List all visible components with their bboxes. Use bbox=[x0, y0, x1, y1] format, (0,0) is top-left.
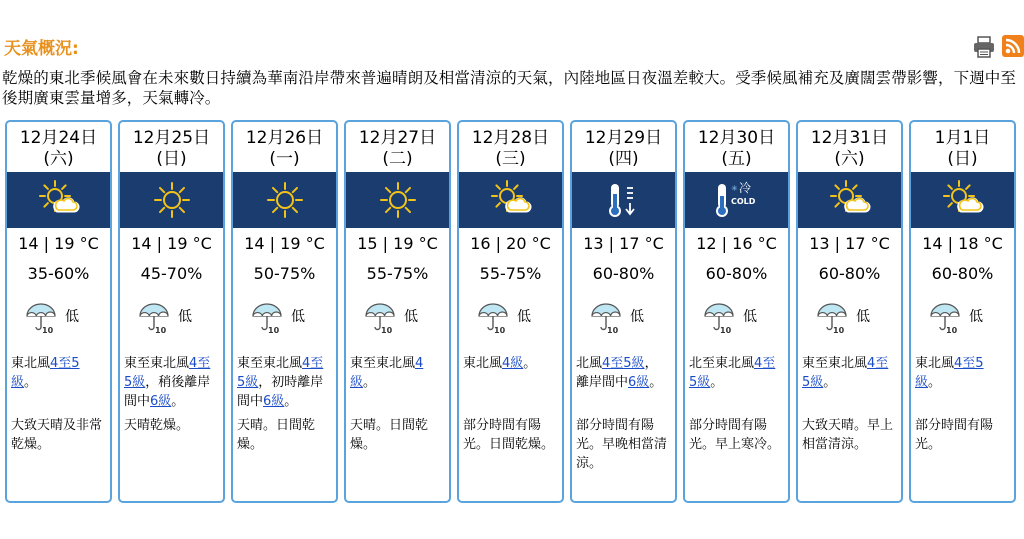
svg-text:10: 10 bbox=[833, 326, 845, 334]
wind-text: 。 bbox=[523, 356, 537, 371]
humidity-range: 35-60% bbox=[27, 264, 90, 283]
rain-probability bbox=[590, 302, 670, 336]
svg-text:10: 10 bbox=[494, 326, 506, 334]
forecast-day-card bbox=[231, 120, 338, 503]
temperature-range: 14 | 18 °C bbox=[922, 234, 1003, 253]
wind-forecast bbox=[915, 354, 1009, 392]
svg-text:✳: ✳ bbox=[730, 184, 738, 193]
date-label: 1月1日 bbox=[934, 128, 991, 148]
wind-text: 東至東北風 bbox=[124, 356, 190, 371]
rain-probability-label: 低 bbox=[65, 309, 79, 325]
wind-forecast bbox=[124, 354, 218, 411]
rain-probability bbox=[251, 302, 331, 336]
cold-icon bbox=[685, 172, 788, 228]
temperature-range: 15 | 19 °C bbox=[357, 234, 438, 253]
wind-text: ，初時離岸間中 bbox=[237, 375, 324, 409]
forecast-date bbox=[798, 122, 901, 170]
wind-force-link[interactable]: 4至5級 bbox=[689, 356, 776, 390]
rain-probability bbox=[138, 302, 218, 336]
sunny-periods-icon bbox=[459, 172, 562, 228]
svg-text:10: 10 bbox=[607, 326, 619, 334]
wind-forecast bbox=[350, 354, 444, 392]
temperature-range: 13 | 17 °C bbox=[809, 234, 890, 253]
weekday-label: (六) bbox=[43, 149, 74, 169]
weather-description: 大致天晴。早上相當清涼。 bbox=[802, 418, 894, 452]
date-label: 12月28日 bbox=[471, 128, 550, 148]
rain-probability bbox=[816, 302, 896, 336]
forecast-date bbox=[911, 122, 1014, 170]
humidity-range: 60-80% bbox=[705, 264, 768, 283]
humidity-range: 60-80% bbox=[931, 264, 994, 283]
weekday-label: (四) bbox=[608, 149, 639, 169]
wind-force-link[interactable]: 4至5級 bbox=[802, 356, 889, 390]
wind-force-link[interactable]: 6級 bbox=[628, 375, 650, 390]
humidity-range: 45-70% bbox=[140, 264, 203, 283]
date-label: 12月25日 bbox=[132, 128, 211, 148]
forecast-day-card bbox=[683, 120, 790, 503]
wind-forecast bbox=[237, 354, 331, 411]
weekday-label: (一) bbox=[269, 149, 300, 169]
weather-description: 大致天晴及非常乾燥。 bbox=[11, 418, 103, 452]
humidity-range: 60-80% bbox=[818, 264, 881, 283]
wind-force-link[interactable]: 6級 bbox=[150, 394, 172, 409]
wind-force-link[interactable]: 4級 bbox=[502, 356, 524, 371]
sunny-periods-icon bbox=[7, 172, 110, 228]
weather-description: 天晴。日間乾燥。 bbox=[237, 418, 316, 452]
date-label: 12月27日 bbox=[358, 128, 437, 148]
wind-text: 。 bbox=[171, 394, 185, 409]
temperature-range: 14 | 19 °C bbox=[244, 234, 325, 253]
temperature-range: 13 | 17 °C bbox=[583, 234, 664, 253]
forecast-day-card bbox=[570, 120, 677, 503]
wind-force-link[interactable]: 4至5級 bbox=[237, 356, 324, 390]
forecast-date bbox=[7, 122, 110, 170]
umbrella-icon bbox=[25, 319, 61, 338]
wind-text: 東至東北風 bbox=[802, 356, 868, 371]
rain-probability-label: 低 bbox=[630, 309, 644, 325]
humidity-range: 55-75% bbox=[366, 264, 429, 283]
forecast-days bbox=[5, 120, 1021, 505]
rain-probability bbox=[929, 302, 1009, 336]
weather-description: 天晴。日間乾燥。 bbox=[350, 418, 429, 452]
date-label: 12月30日 bbox=[697, 128, 776, 148]
temperature-range: 12 | 16 °C bbox=[696, 234, 777, 253]
wind-text: 。 bbox=[284, 394, 298, 409]
weather-description: 部分時間有陽光。早上寒冷。 bbox=[689, 418, 781, 452]
rain-probability-label: 低 bbox=[178, 309, 192, 325]
wind-text: 北至東北風 bbox=[689, 356, 755, 371]
wind-text: 東至東北風 bbox=[350, 356, 416, 371]
forecast-date bbox=[685, 122, 788, 170]
sunny-icon bbox=[120, 172, 223, 228]
wind-forecast bbox=[689, 354, 783, 392]
wind-text: ，離岸間中 bbox=[576, 356, 658, 390]
humidity-range: 50-75% bbox=[253, 264, 316, 283]
sunny-periods-icon bbox=[798, 172, 901, 228]
wind-forecast bbox=[576, 354, 670, 392]
rain-probability bbox=[25, 302, 105, 336]
forecast-date bbox=[120, 122, 223, 170]
section-title: 天氣概況: bbox=[4, 39, 79, 59]
forecast-day-card bbox=[118, 120, 225, 503]
rain-probability bbox=[477, 302, 557, 336]
rain-probability bbox=[703, 302, 783, 336]
sunny-periods-icon bbox=[911, 172, 1014, 228]
humidity-range: 55-75% bbox=[479, 264, 542, 283]
wind-force-link[interactable]: 4級 bbox=[350, 356, 424, 390]
wind-text: 。 bbox=[363, 375, 377, 390]
rain-probability-label: 低 bbox=[404, 309, 418, 325]
wind-force-link[interactable]: 4至5級 bbox=[915, 356, 984, 390]
weekday-label: (日) bbox=[947, 149, 978, 169]
forecast-day-card bbox=[344, 120, 451, 503]
rain-probability-label: 低 bbox=[517, 309, 531, 325]
weekday-label: (日) bbox=[156, 149, 187, 169]
date-label: 12月24日 bbox=[19, 128, 98, 148]
forecast-date bbox=[346, 122, 449, 170]
wind-forecast bbox=[11, 354, 105, 392]
wind-text: 北風 bbox=[576, 356, 603, 371]
umbrella-icon bbox=[816, 319, 852, 338]
weather-description: 部分時間有陽光。日間乾燥。 bbox=[463, 418, 555, 452]
wind-text: 東北風 bbox=[463, 356, 503, 371]
printer-icon[interactable] bbox=[972, 36, 996, 58]
umbrella-icon bbox=[364, 319, 400, 338]
weather-description: 部分時間有陽光。 bbox=[915, 418, 994, 452]
wind-force-link[interactable]: 4至5級 bbox=[11, 356, 80, 390]
thermometer-icon bbox=[572, 172, 675, 228]
wind-text: 。 bbox=[649, 375, 663, 390]
umbrella-icon bbox=[590, 319, 626, 338]
forecast-date bbox=[233, 122, 336, 170]
svg-text:10: 10 bbox=[720, 326, 732, 334]
weekday-label: (二) bbox=[382, 149, 413, 169]
weather-description: 天晴乾燥。 bbox=[124, 418, 190, 433]
forecast-day-card bbox=[5, 120, 112, 503]
umbrella-icon bbox=[251, 319, 287, 338]
weather-description: 部分時間有陽光。早晚相當清涼。 bbox=[576, 418, 668, 471]
wind-force-link[interactable]: 4至5級 bbox=[602, 356, 645, 371]
wind-text: 。 bbox=[823, 375, 837, 390]
svg-text:10: 10 bbox=[155, 326, 167, 334]
rss-icon[interactable] bbox=[1002, 35, 1024, 57]
svg-text:冷: 冷 bbox=[738, 181, 751, 195]
wind-text: 東北風 bbox=[915, 356, 955, 371]
svg-text:10: 10 bbox=[268, 326, 280, 334]
wind-text: 東北風 bbox=[11, 356, 51, 371]
temperature-range: 16 | 20 °C bbox=[470, 234, 551, 253]
weekday-label: (六) bbox=[834, 149, 865, 169]
sunny-icon bbox=[233, 172, 336, 228]
temperature-range: 14 | 19 °C bbox=[131, 234, 212, 253]
forecast-day-card bbox=[909, 120, 1016, 503]
weekday-label: (五) bbox=[721, 149, 752, 169]
date-label: 12月29日 bbox=[584, 128, 663, 148]
svg-text:10: 10 bbox=[946, 326, 958, 334]
wind-text: 。 bbox=[928, 375, 942, 390]
sunny-icon bbox=[346, 172, 449, 228]
wind-text: 東至東北風 bbox=[237, 356, 303, 371]
wind-force-link[interactable]: 6級 bbox=[263, 394, 285, 409]
wind-forecast bbox=[802, 354, 896, 392]
wind-force-link[interactable]: 4至5級 bbox=[124, 356, 211, 390]
umbrella-icon bbox=[477, 319, 513, 338]
rain-probability-label: 低 bbox=[856, 309, 870, 325]
umbrella-icon bbox=[703, 319, 739, 338]
rain-probability-label: 低 bbox=[743, 309, 757, 325]
forecast-summary: 乾燥的東北季候風會在未來數日持續為華南沿岸帶來普遍晴朗及相當清涼的天氣，內陸地區日夜溫差較大。受季候風補充及廣闊雲帶影響，下週中至後期廣東雲量增多，天氣轉冷。 bbox=[2, 69, 1017, 107]
weekday-label: (三) bbox=[495, 149, 526, 169]
svg-text:COLD: COLD bbox=[730, 197, 755, 206]
temperature-range: 14 | 19 °C bbox=[18, 234, 99, 253]
umbrella-icon bbox=[138, 319, 174, 338]
svg-text:10: 10 bbox=[42, 326, 54, 334]
wind-text: ，稍後離岸間中 bbox=[124, 375, 211, 409]
umbrella-icon bbox=[929, 319, 965, 338]
date-label: 12月26日 bbox=[245, 128, 324, 148]
wind-text: 。 bbox=[24, 375, 38, 390]
forecast-date bbox=[572, 122, 675, 170]
humidity-range: 60-80% bbox=[592, 264, 655, 283]
wind-forecast bbox=[463, 354, 557, 373]
wind-text: 。 bbox=[710, 375, 724, 390]
rain-probability bbox=[364, 302, 444, 336]
forecast-day-card bbox=[796, 120, 903, 503]
rain-probability-label: 低 bbox=[969, 309, 983, 325]
forecast-date bbox=[459, 122, 562, 170]
rain-probability-label: 低 bbox=[291, 309, 305, 325]
date-label: 12月31日 bbox=[810, 128, 889, 148]
svg-text:10: 10 bbox=[381, 326, 393, 334]
forecast-day-card bbox=[457, 120, 564, 503]
